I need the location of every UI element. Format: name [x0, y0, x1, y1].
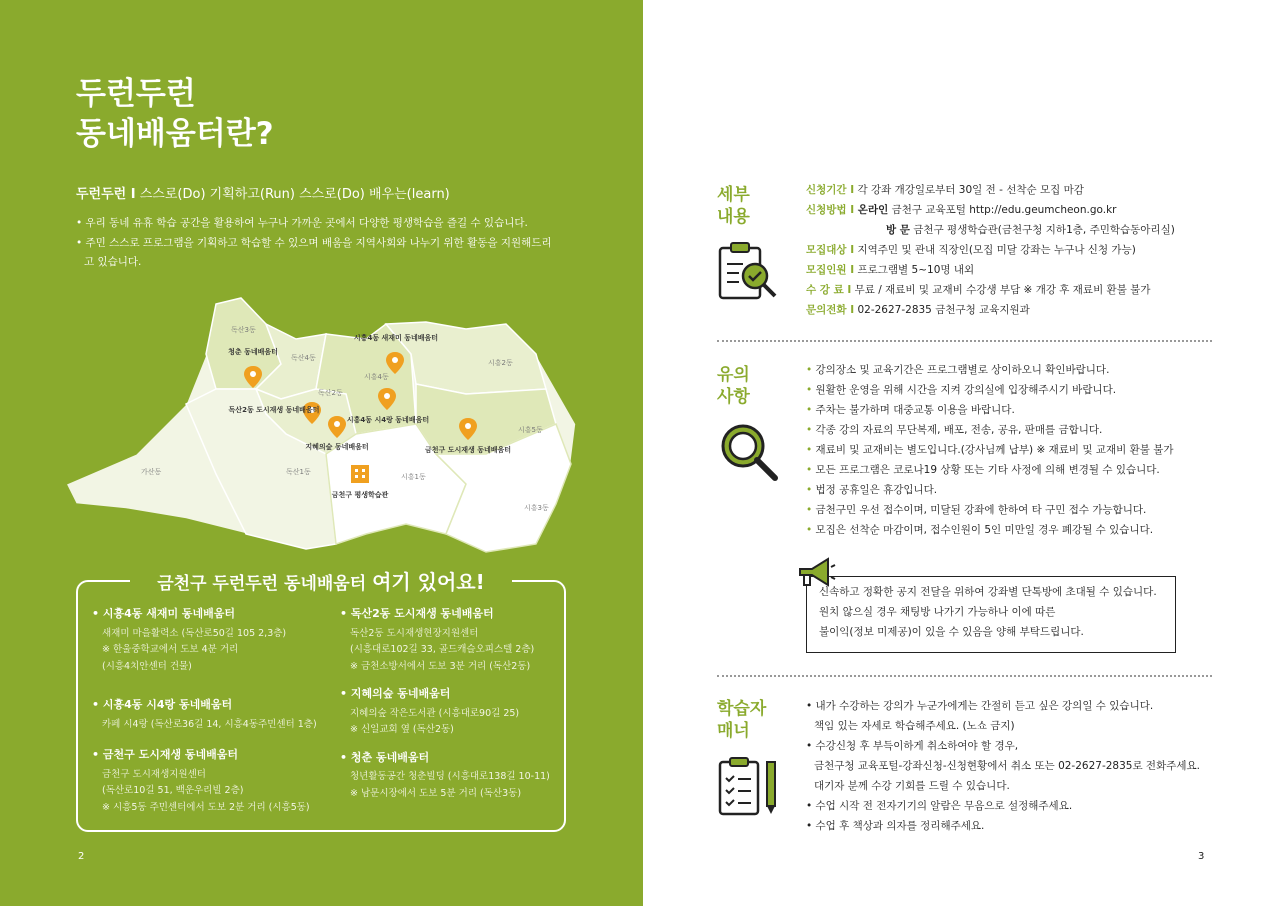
- detail-text: 프로그램별 5~10명 내외: [854, 264, 975, 276]
- detail-text: 02-2627-2835 금천구청 교육지원과: [854, 304, 1030, 316]
- note-item: • 금천구민 우선 접수이며, 미달된 강좌에 한하여 타 구민 접수 가능합니다.: [806, 504, 1147, 516]
- detail-row: [806, 300, 1175, 320]
- location-title: • 시흥4동 시4랑 동네배움터: [92, 698, 233, 711]
- manner-item: • 수업 후 책상과 의자를 정리해주세요.: [806, 820, 985, 832]
- location-title: • 시흥4동 새재미 동네배움터: [92, 607, 236, 620]
- location-title: • 청춘 동네배움터: [340, 750, 430, 764]
- note-item: • 각종 강의 자료의 무단복제, 배포, 전송, 공유, 판매를 금합니다.: [806, 424, 1103, 436]
- map-label: 독산3동: [231, 326, 256, 334]
- checklist-icon: [717, 756, 783, 818]
- location-line: (시흥대로102길 33, 골드캐슬오피스텔 2층): [350, 644, 535, 655]
- note-text: 주차는 불가하며 대중교통 이용을 바랍니다.: [815, 404, 1015, 416]
- manner-item: • 수업 시작 전 전자기기의 알람은 무음으로 설정해주세요.: [806, 800, 1073, 812]
- heading-line: 세부: [717, 185, 750, 205]
- detail-text: 금천구 평생학습관(금천구청 지하1층, 주민학습동아리실): [909, 224, 1175, 236]
- manner-item: • 내가 수강하는 강의가 누군가에게는 간절히 듣고 싶은 강의일 수 있습니다.: [806, 700, 1154, 712]
- location-title: • 독산2동 도시재생 동네배움터: [340, 607, 494, 620]
- note-item: • 주차는 불가하며 대중교통 이용을 바랍니다.: [806, 404, 1015, 416]
- detail-label: 모집대상 I: [806, 244, 855, 256]
- notice-line: 불이익(정보 미제공)이 있을 수 있음을 양해 부탁드립니다.: [819, 626, 1084, 638]
- locations-right-column: [340, 606, 550, 813]
- map-label: 시흥3동: [524, 504, 549, 512]
- detail-row: [806, 280, 1175, 300]
- detail-row: [806, 200, 1175, 220]
- manners-heading: [717, 698, 766, 742]
- heading-line: 학습자: [717, 699, 767, 719]
- note-item: • 모든 프로그램은 코로나19 상황 또는 기타 사정에 의해 변경될 수 있습니다.: [806, 464, 1160, 476]
- megaphone-icon: [796, 555, 836, 589]
- location-item: [92, 747, 317, 816]
- detail-text: 금천구 교육포털 http://edu.geumcheon.go.kr: [888, 204, 1117, 216]
- note-text: 각종 강의 자료의 무단복제, 배포, 전송, 공유, 판매를 금합니다.: [815, 424, 1103, 436]
- detail-label: 수 강 료 I: [806, 284, 852, 296]
- note-text: 법정 공휴일은 휴강입니다.: [815, 484, 938, 496]
- location-line: (시흥4치안센터 건물): [102, 660, 192, 672]
- note-item: • 모집은 선착순 마감이며, 접수인원이 5인 미만일 경우 폐강될 수 있습니다.: [806, 524, 1154, 536]
- geumcheon-map: [66, 294, 580, 556]
- heading-line: 매너: [717, 721, 750, 741]
- notice-box: [806, 576, 1176, 653]
- locations-left-column: [92, 606, 317, 827]
- subtitle-bold: 두런두런 I: [76, 187, 136, 202]
- notice-line: 원치 않으실 경우 채팅방 나가기 가능하나 이에 따른: [819, 606, 1056, 618]
- map-label: 시흥2동: [488, 359, 513, 367]
- location-line: 독산2동 도시재생현장지원센터: [350, 627, 479, 639]
- location-line: ※ 남문시장에서 도보 5분 거리 (독산3동): [350, 787, 522, 799]
- manner-item: 책임 있는 자세로 학습해주세요. (노쇼 금지): [814, 720, 1015, 732]
- detail-label: 신청기간 I: [806, 184, 855, 196]
- detail-row: [806, 240, 1175, 260]
- note-item: • 재료비 및 교재비는 별도입니다.(강사님께 납부) ※ 재료비 및 교재비 환불 불가: [806, 444, 1174, 456]
- note-text: 재료비 및 교재비는 별도입니다.(강사님께 납부) ※ 재료비 및 교재비 환불 불가: [815, 444, 1174, 456]
- title-line-2: 동네배움터란?: [76, 116, 274, 152]
- detail-text: 지역주민 및 관내 직장인(모집 미달 강좌는 누구나 신청 가능): [854, 244, 1136, 256]
- notes-heading: [717, 364, 750, 408]
- pin-label: 금천구 도시재생 동네배움터: [424, 446, 512, 454]
- manner-item: 금천구청 교육포털-강좌신청-신청현황에서 취소 또는 02-2627-2835로 전화주세요.: [814, 760, 1200, 772]
- page-title: [76, 74, 274, 154]
- divider: [717, 675, 1212, 677]
- detail-label: 문의전화 I: [806, 304, 855, 316]
- locations-title: [130, 566, 512, 595]
- notes-list: [806, 360, 1174, 540]
- pin-label: 지혜의숲 동네배움터: [305, 443, 369, 451]
- map-label: 독산2동: [318, 389, 343, 397]
- heading-line: 내용: [717, 207, 750, 227]
- location-line: 청년활동공간 청춘빌딩 (시흥대로138길 10-11): [350, 771, 550, 782]
- pin-label: 청춘 동네배움터: [228, 348, 278, 356]
- location-item: [340, 606, 550, 675]
- location-item: [340, 750, 550, 803]
- location-line: ※ 금천소방서에서 도보 3분 거리 (독산2동): [350, 660, 531, 672]
- note-item: • 법정 공휴일은 휴강입니다.: [806, 484, 938, 496]
- location-item: [340, 686, 550, 739]
- location-line: 지혜의숲 작은도서관 (시흥대로90길 25): [350, 707, 520, 719]
- clipboard-check-icon: [717, 240, 781, 302]
- location-line: ※ 신일교회 옆 (독산2동): [350, 724, 454, 735]
- pin-label: 시흥4동 새재미 동네배움터: [353, 334, 439, 342]
- divider: [717, 340, 1212, 342]
- page-number: 2: [78, 851, 85, 862]
- pin-label: 시흥4동 시4랑 동네배움터: [346, 416, 430, 424]
- note-text: 강의장소 및 교육기간은 프로그램별로 상이하오니 확인바랍니다.: [815, 364, 1110, 376]
- location-line: 금천구 도시재생지원센터: [102, 768, 206, 780]
- manner-item: 대기자 분께 수강 기회를 드릴 수 있습니다.: [814, 780, 1010, 792]
- detail-text: 각 강좌 개강일로부터 30일 전 - 선착순 모집 마감: [854, 184, 1084, 196]
- building-icon: [351, 465, 369, 483]
- note-text: 모든 프로그램은 코로나19 상황 또는 기타 사정에 의해 변경될 수 있습니다.: [815, 464, 1160, 476]
- center-label: 금천구 평생학습관: [331, 491, 389, 499]
- intro-line: • 주민 스스로 프로그램을 기획하고 학습할 수 있으며 배움을 지역사회와 나누기 위한 활동을 지원해드리고 있습니다.: [76, 236, 552, 268]
- map-label: 가산동: [141, 468, 162, 476]
- intro-text: [76, 214, 556, 273]
- manners-list: [806, 696, 1200, 836]
- detail-bold: 온라인: [854, 204, 889, 216]
- location-line: 새재미 마을활력소 (독산로50길 105 2,3층): [102, 627, 287, 639]
- detail-bold: 방 문: [886, 224, 910, 236]
- map-label: 독산1동: [286, 468, 311, 476]
- detail-label: 모집인원 I: [806, 264, 855, 276]
- detail-row: [806, 260, 1175, 280]
- locations-title-big: 여기 있어요!: [372, 570, 485, 594]
- note-text: 금천구민 우선 접수이며, 미달된 강좌에 한하여 타 구민 접수 가능합니다.: [815, 504, 1147, 516]
- subtitle-rest: 스스로(Do) 기획하고(Run) 스스로(Do) 배우는(learn): [135, 187, 450, 202]
- map-label: 독산4동: [291, 354, 316, 362]
- note-text: 원활한 운영을 위해 시간을 지켜 강의실에 입장해주시기 바랍니다.: [815, 384, 1117, 396]
- detail-row: [806, 220, 1175, 240]
- location-line: (독산로10길 51, 백운우리빌 2층): [102, 785, 244, 796]
- title-line-1: 두런두런: [76, 76, 196, 112]
- locations-title-text: 금천구 두런두런 동네배움터: [157, 574, 367, 594]
- detail-text: 무료 / 재료비 및 교재비 수강생 부담 ※ 개강 후 재료비 환불 불가: [851, 284, 1151, 296]
- map-label: 시흥1동: [401, 473, 426, 481]
- magnifier-icon: [717, 420, 781, 482]
- manner-item: • 수강신청 후 부득이하게 취소하여야 할 경우,: [806, 740, 1019, 752]
- details-heading: [717, 184, 750, 228]
- location-line: ※ 시흥5동 주민센터에서 도보 2분 거리 (시흥5동): [102, 801, 310, 813]
- map-label: 시흥5동: [518, 426, 543, 434]
- page-number: 3: [1198, 851, 1205, 862]
- location-title: • 금천구 도시재생 동네배움터: [92, 748, 239, 761]
- detail-label: 신청방법 I: [806, 204, 855, 216]
- pin-label: 독산2동 도시재생 동네배움터: [228, 406, 320, 414]
- intro-line: • 우리 동네 유휴 학습 공간을 활용하여 누구나 가까운 곳에서 다양한 평생학습을 즐길 수 있습니다.: [76, 217, 528, 229]
- subtitle: [76, 183, 450, 202]
- note-item: • 원활한 운영을 위해 시간을 지켜 강의실에 입장해주시기 바랍니다.: [806, 384, 1117, 396]
- heading-line: 사항: [717, 387, 750, 407]
- location-line: ※ 한울중학교에서 도보 4분 거리: [102, 644, 239, 655]
- location-item: [92, 697, 317, 733]
- location-item: [92, 606, 317, 675]
- location-line: 카페 시4랑 (독산로36길 14, 시흥4동주민센터 1층): [102, 718, 317, 730]
- details-list: [806, 180, 1175, 320]
- notice-line: 신속하고 정확한 공지 전달을 위하여 강좌별 단톡방에 초대될 수 있습니다.: [819, 586, 1157, 598]
- note-item: • 강의장소 및 교육기간은 프로그램별로 상이하오니 확인바랍니다.: [806, 364, 1110, 376]
- detail-row: [806, 180, 1175, 200]
- location-title: • 지혜의숲 동네배움터: [340, 687, 451, 700]
- heading-line: 유의: [717, 365, 750, 385]
- map-label: 시흥4동: [364, 373, 389, 381]
- note-text: 모집은 선착순 마감이며, 접수인원이 5인 미만일 경우 폐강될 수 있습니다.: [815, 524, 1154, 536]
